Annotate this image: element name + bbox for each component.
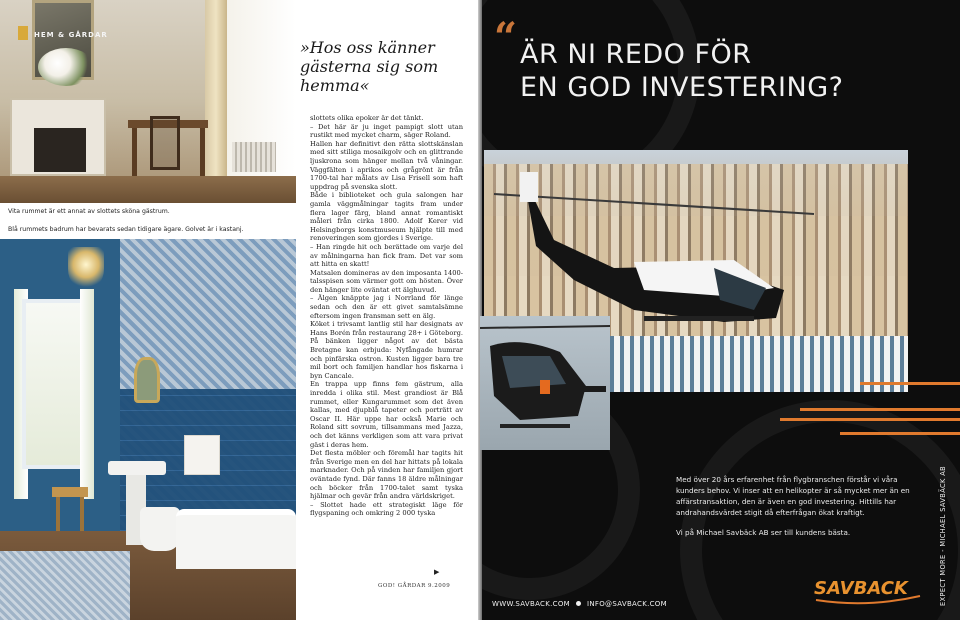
bathroom-window — [22, 299, 84, 469]
body-paragraph: – Det här är ju inget pampigt slott utan rustikt med mycket charm, säger Roland. — [310, 122, 463, 140]
accent-line — [860, 382, 960, 385]
body-paragraph: Det flesta möbler och föremål har tagits hit från Sverige men en del har hittats på lokala marknader. Och på vinden har familjen gjort oväntade fynd. Där fanns 18 äldre målningar och böcker från 1700-talet samt tyska hjälmar och gevär från andra världskriget. — [310, 449, 463, 501]
page-folio: GOD! GÅRDAR 9.2009 — [378, 583, 451, 589]
flower-bouquet — [38, 48, 94, 86]
fireplace — [10, 98, 106, 176]
body-paragraph: – Slottet hade ett strategiskt läge för flygspaning och omkring 2 000 tyska — [310, 500, 463, 518]
caption-white-room: Vita rummet är ett annat av slottets sköna gästrum. — [8, 208, 170, 215]
stool — [52, 487, 88, 497]
website-link[interactable]: WWW.SAVBACK.COM — [492, 600, 570, 608]
rug — [0, 551, 130, 620]
fireplace-opening — [34, 128, 86, 172]
quote-mark: “ — [494, 14, 518, 61]
body-paragraph: Matsalen domineras av den imposanta 1400-talsspisen som värmer gott om hösten. Över den hänger lite oväntat ett älghuvud. — [310, 268, 463, 294]
headline-line: EN GOD INVESTERING? — [520, 72, 844, 103]
stool-leg — [80, 497, 84, 531]
ad-footer — [492, 600, 673, 608]
body-paragraph: Hallen har definitivt den rätta slottskänslan med sitt stiliga mosaikgolv och en glittrande ljuskrona som hänger mellan två våningar. Väggfälten i aprikos och grågrönt är från 1700-tal har målats av Lisa Frisell som haft uppdrag på svenska slott. — [310, 139, 463, 191]
continue-arrow-icon: ▶ — [434, 568, 440, 576]
accent-line — [800, 408, 960, 411]
stool-leg — [56, 497, 60, 531]
washbasin — [108, 461, 166, 475]
body-paragraph: slottets olika epoker är det tänkt. — [310, 114, 424, 122]
savback-logo — [812, 574, 924, 606]
body-paragraph: Köket i trivsamt lantlig stil har designats av Hans Borén från restaurang 28+ i Göteborg. På bänken ligger något av det bästa Bretagne kan erbjuda: Nyfångade humrar och pinfärska ostron. Kusten ligger bara tre mil bort och familjen handlar hos fiskarna i byn Cancale. — [310, 320, 463, 380]
helicopter-rescue-photo — [480, 316, 610, 450]
helicopter-icon — [480, 316, 610, 450]
bullet-icon — [576, 601, 581, 606]
toilet — [140, 507, 180, 551]
body-paragraph: – Han ringde hit och berättade om varje del av målningarna han fick fram. Det var som att hitta en skatt! — [310, 242, 463, 269]
accent-line — [780, 418, 960, 421]
page-spine — [478, 0, 482, 620]
curtain — [205, 0, 227, 190]
email-link[interactable]: INFO@SAVBACK.COM — [587, 600, 667, 608]
bathtub — [176, 509, 296, 569]
pull-quote: »Hos oss känner gästerna sig som hemma« — [300, 38, 439, 95]
headline-line: ÄR NI REDO FÖR — [520, 39, 752, 70]
brand-tagline: EXPECT MORE - MICHAEL SAVBÄCK AB — [939, 465, 947, 606]
accent-line — [840, 432, 960, 435]
wooden-floor — [0, 176, 296, 203]
section-tag-marker — [18, 26, 28, 40]
towel — [184, 435, 220, 475]
logo-wordmark: SAVBACK — [814, 578, 908, 599]
article-body — [310, 114, 463, 518]
ad-closing-line: Vi på Michael Savbäck AB ser till kundens bästa. — [676, 528, 851, 537]
blue-bathroom-photo — [0, 239, 296, 620]
chandelier — [68, 247, 104, 291]
gilded-mirror — [134, 357, 160, 403]
ad-body-copy: Med över 20 års erfarenhet från flygbranschen förstår vi våra kunders behov. Vi inser att en helikopter är så mycket mer än en affärstransaktion, den är även en god investering. Hittills har andrahandsvärdet stigit då efterfrågan ökat kraftigt. — [676, 475, 910, 517]
body-paragraph: Både i biblioteket och gula salongen har gamla väggmålningar tagits fram under flera lager färg, bland annat romantiskt måleri från cirka 1800. Adolf Kerer vid Helsingborgs konstmuseum hjälpte till med renoveringen som gjordes i Sverige. — [310, 191, 463, 243]
caption-blue-bathroom: Blå rummets badrum har bevarats sedan tidigare ägare. Golvet är i kastanj. — [8, 226, 244, 233]
section-tag: HEM & GÅRDAR — [34, 31, 108, 39]
body-paragraph: En trappa upp finns fem gästrum, alla inredda i olika stil. Mest grandiost är Blå rummet, eller Kungarummet som det även kallas, med djupblå tapeter och porträtt av Oscar II. Här uppe har också Marie och Roland sitt sovrum, tillsammans med Jazza, och det känns verkligen som att vara privat gäst i deras hem. — [310, 380, 463, 449]
ad-headline — [520, 38, 843, 104]
radiator — [232, 142, 276, 172]
body-paragraph: – Älgen knäppte jag i Norrland för länge sedan och den är ett givet samtalsämne eftersom ingen fransman sett en älg. — [310, 294, 463, 320]
wooden-chair — [150, 116, 180, 170]
curtain-right — [80, 289, 94, 499]
